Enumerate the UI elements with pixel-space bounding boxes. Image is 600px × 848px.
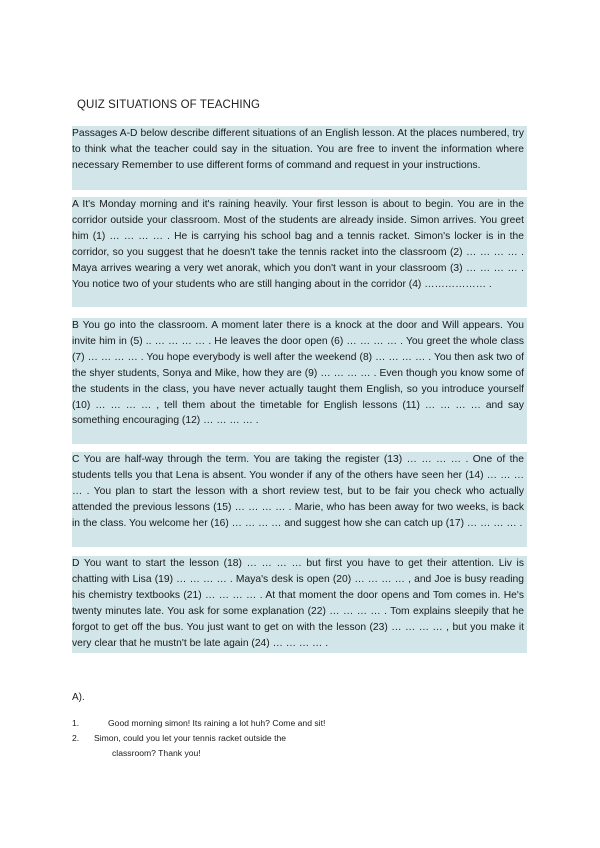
answer-text: Good morning simon! Its raining a lot huh? Come and sit! — [108, 718, 326, 728]
intro-text: Passages A-D below describe different situations of an English lesson. At the places numbered, try to think what the teacher could say in the situation. You are free to invent the information where necessary Remember to use different forms of command and request in your instructions. — [72, 128, 524, 171]
passage-text: A It's Monday morning and it's raining heavily. Your first lesson is about to begin. You are in the corridor outside your classroom. Most of the students are already inside. Simon arrives. You greet him (1) … … … … . He is carrying his school bag and a tennis racket. Simon's locker is in the corridor, so you suggest that he doesn't take the tennis racket into the classroom (2) … … … … . Maya arrives wearing a very wet anorak, which you don't want in your classroom (3) … … … … . You notice two of your students who are still hanging about in the corridor (4) ……………… . — [72, 199, 524, 290]
passage-text: D You want to start the lesson (18) … … … … but first you have to get their attention. Liv is chatting with Lisa (19) … … … … . Maya's desk is open (20) … … … … , and Joe is busy reading his chemistry textbooks (21) … … … … . At that moment the door opens and Tom comes in. He's twenty minutes late. You ask for some explanation (22) … … … … . Tom explains sleepily that he forgot to get off the bus. You just want to get on with the lesson (23) … … … … , but you make it very clear that he mustn't be late again (24) … … … … . — [72, 558, 524, 649]
page-title: QUIZ SITUATIONS OF TEACHING — [77, 99, 261, 111]
answers-heading: A). — [72, 692, 85, 703]
passage-d — [72, 556, 527, 653]
passage-a — [72, 197, 527, 307]
passage-text: B You go into the classroom. A moment later there is a knock at the door and Will appears. You invite him in (5) .. … … … … . He leaves the door open (6) … … … … . You greet the whole class (7) … … … … . You hope everybody is well after the weekend (8) … … … … . You then ask two of the shyer students, Sonya and Mike, how they are (9) … … … … . Even though you know some of the students in the class, you have never actually taught them English, so you introduce yourself (10) … … … … , tell them about the timetable for English lessons (11) … … … … and say something encouraging (12) … … … … . — [72, 320, 524, 427]
answer-text: Simon, could you let your tennis racket outside the — [94, 732, 287, 743]
intro-block — [72, 126, 527, 190]
passage-text: C You are half-way through the term. You are taking the register (13) … … … … . One of the students tells you that Lena is absent. You wonder if any of the others have seen her (14) … … … … . You plan to start the lesson with a short review test, but to be fair you check who actually attended the previous lessons (15) … … … … . Marie, who has been away for two weeks, is back in the class. You welcome her (16) … … … … and suggest how she can catch up (17) … … … … . — [72, 454, 524, 529]
list-item — [72, 716, 512, 731]
passage-c — [72, 452, 527, 547]
list-item — [72, 731, 512, 761]
passage-b — [72, 318, 527, 444]
answer-number: 1. — [72, 718, 80, 728]
answer-continuation: classroom? Thank you! — [112, 747, 201, 758]
answers-list — [72, 716, 512, 760]
answer-number: 2. — [72, 732, 80, 743]
